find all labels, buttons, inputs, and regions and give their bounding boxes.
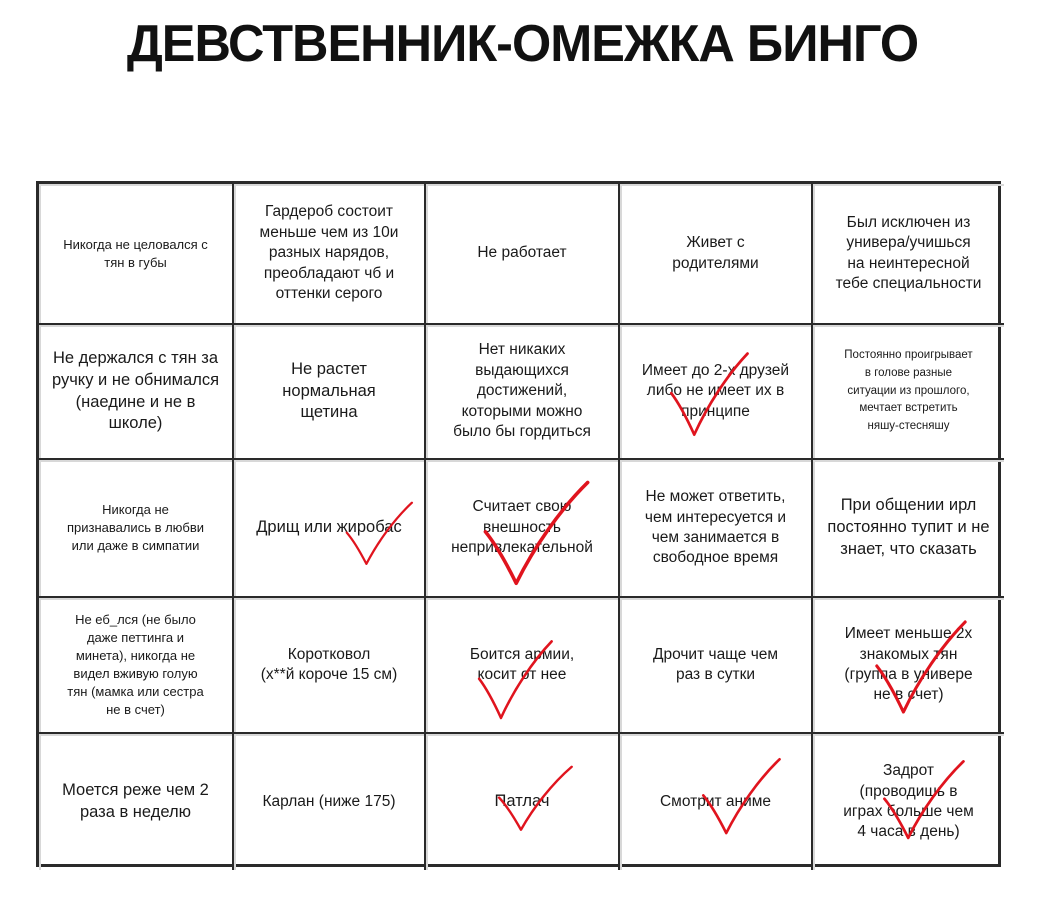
bingo-cell-label: Не еб_лся (не было даже петтинга и минета), никогда не видел вживую голую тян (мамка или сестра не в счет) [67,612,204,717]
bingo-cell-label: Постоянно проигрывает в голове разные ситуации из прошлого, мечтает встретить няшу-стесняшу [844,348,973,433]
bingo-cell-label: Не растет нормальная щетина [282,359,376,422]
bingo-cell [620,460,813,598]
bingo-cell-label: Не держался с тян за ручку и не обнимался (наедине и не в школе) [51,348,220,433]
bingo-cell [426,734,620,870]
bingo-cell [813,184,1004,325]
bingo-cell-label: Никогда не признавались в любви или даже в симпатии [66,502,205,553]
bingo-cell [234,184,426,325]
bingo-cell-label: Патлач [494,792,550,811]
bingo-cell [813,734,1004,870]
bingo-cell [813,460,1004,598]
bingo-cell [620,184,813,325]
bingo-cell-label: Нет никаких выдающихся достижений, которыми можно было бы гордиться [453,341,591,441]
bingo-cell [39,598,234,734]
bingo-cell [39,460,234,598]
bingo-cell [39,325,234,460]
bingo-cell-label: При общении ирл постоянно тупит и не знает, что сказать [827,496,990,558]
bingo-cell [39,734,234,870]
bingo-cell [620,325,813,460]
bingo-cell-label: Не может ответить, чем интересуется и чем занимается в свободное время [644,488,787,567]
bingo-cell-label: Был исключен из универа/учишься на неинтересной тебе специальности [835,213,982,292]
bingo-cell [426,460,620,598]
bingo-cell-label: Гардероб состоит меньше чем из 10и разных нарядов, преобладают чб и оттенки серого [259,203,399,303]
bingo-cell-label: Задрот (проводишь в играх больше чем 4 часа в день) [843,762,974,841]
page-title: ДЕВСТВЕННИК-ОМЕЖКА БИНГО [126,15,919,73]
bingo-cell [620,598,813,734]
bingo-cell-label: Смотрит аниме [659,792,772,810]
bingo-cell [39,184,234,325]
bingo-cell-label: Считает свою внешность непривлекательной [451,498,593,557]
bingo-cell [426,184,620,325]
bingo-cell-label: Коротковол (х**й короче 15 см) [260,645,398,683]
bingo-cell [234,598,426,734]
bingo-cell-label: Не работает [477,244,567,262]
bingo-cell [426,598,620,734]
bingo-cell [234,460,426,598]
bingo-grid [36,181,1001,867]
bingo-cell-label: Моется реже чем 2 раза в неделю [62,781,209,821]
bingo-cell-label: Имеет меньше 2х знакомых тян (группа в универе не в счет) [844,625,973,704]
bingo-cell [234,734,426,870]
bingo-cell [426,325,620,460]
bingo-cell-label: Дрищ или жиробас [256,518,402,537]
bingo-cell [813,325,1004,460]
bingo-cell-label: Никогда не целовался с тян в губы [63,236,208,270]
bingo-cell [813,598,1004,734]
bingo-cell-label: Боится армии, косит от нее [469,645,575,683]
bingo-cell-label: Живет с родителями [672,234,759,272]
bingo-cell-label: Имеет до 2-х друзей либо не имеет их в принципе [641,361,790,420]
bingo-cell-label: Дрочит чаще чем раз в сутки [652,645,779,683]
bingo-cell [234,325,426,460]
bingo-cell [620,734,813,870]
bingo-cell-label: Карлан (ниже 175) [262,792,396,810]
